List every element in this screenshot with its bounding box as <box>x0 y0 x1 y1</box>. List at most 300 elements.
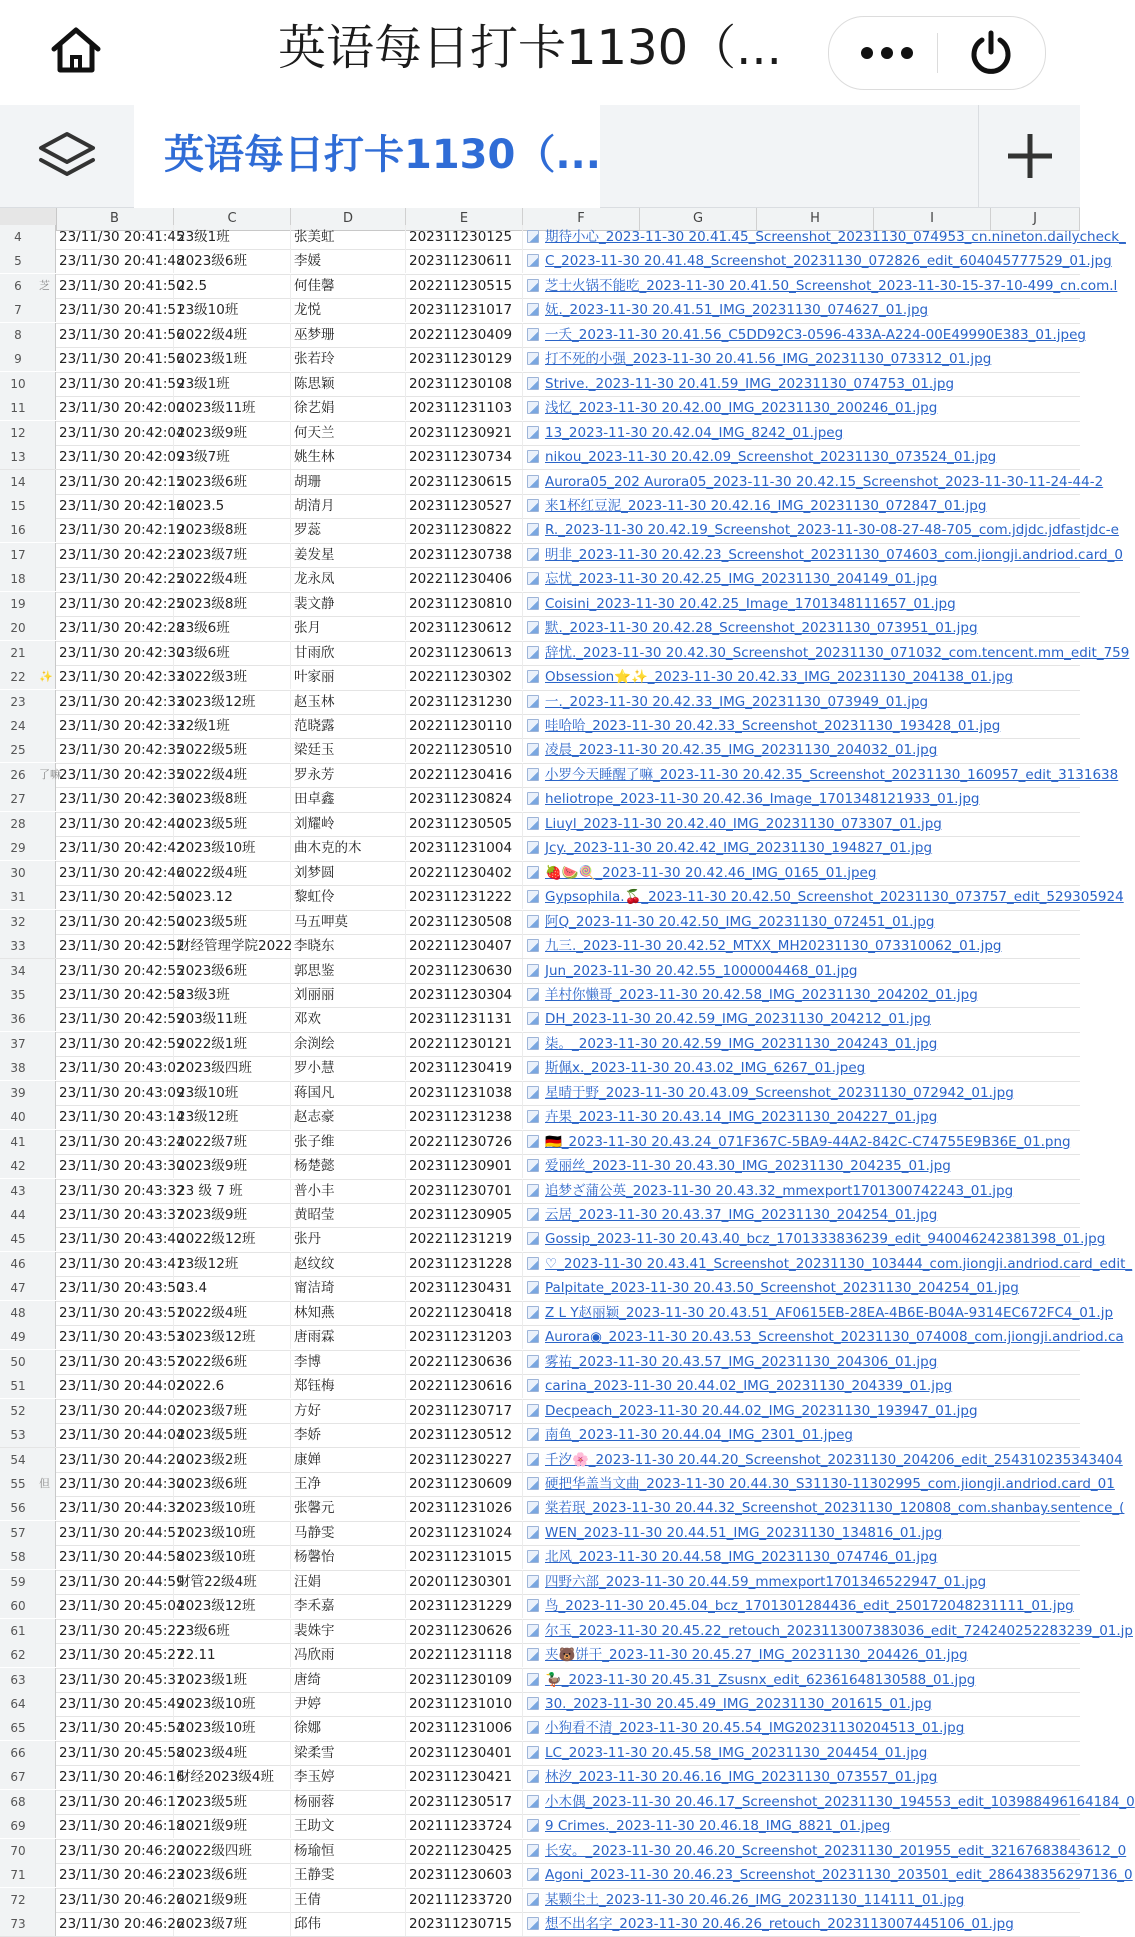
cell-name[interactable]: 李博 <box>291 1350 406 1374</box>
cell-name[interactable]: 尹婷 <box>291 1692 406 1716</box>
cell-student-id[interactable]: 202211231118 <box>406 1643 523 1667</box>
cell-class[interactable]: 2023级4班 <box>174 1741 291 1765</box>
cell-timestamp[interactable]: 23/11/30 20:42:33 <box>56 690 174 714</box>
cell-timestamp[interactable]: 23/11/30 20:43:41 <box>56 1252 174 1276</box>
attachment-link[interactable]: 尔玉_2023-11-30 20.45.22_retouch_2023113007383036_edit_724240252283239_01.jp <box>545 1622 1133 1639</box>
attachment-link[interactable]: Aurora05_202 Aurora05_2023-11-30 20.42.15_Screenshot_2023-11-30-11-24-44-2 <box>545 473 1104 490</box>
cell-class[interactable]: 2023级5班 <box>174 1423 291 1447</box>
cell-attachment[interactable] <box>523 1276 1080 1300</box>
attachment-link[interactable]: 小罗今天睡醒了嘛_2023-11-30 20.42.35_Screenshot_20231130_160957_edit_3131638 <box>545 766 1119 783</box>
cell-attachment[interactable] <box>523 1227 1106 1251</box>
cell-name[interactable]: 张月 <box>291 616 406 640</box>
cell-class[interactable]: 2022.6 <box>174 1374 291 1398</box>
attachment-link[interactable]: 芝士火锅不能吃_2023-11-30 20.41.50_Screenshot_2023-11-30-15-37-10-499_cn.com.l <box>545 277 1118 294</box>
attachment-link[interactable]: Palpitate_2023-11-30 20.43.50_Screenshot_20231130_204254_01.jpg <box>545 1280 1019 1297</box>
cell-name[interactable]: 王净 <box>291 1472 406 1496</box>
row-number[interactable]: 22 <box>0 665 36 689</box>
cell-name[interactable]: 龙永凤 <box>291 567 406 591</box>
cell-name[interactable]: 何天兰 <box>291 421 406 445</box>
attachment-link[interactable]: 长安。_2023-11-30 20.46.20_Screenshot_20231130_201955_edit_32167683843612_0 <box>545 1842 1127 1859</box>
cell-class[interactable]: 2023级1班 <box>174 347 291 371</box>
cell-class[interactable]: 23.4 <box>174 1276 291 1300</box>
cell-name[interactable]: 龙悦 <box>291 298 406 322</box>
cell-class[interactable]: 23级1班 <box>174 372 291 396</box>
cell-name[interactable]: 汪娟 <box>291 1570 406 1594</box>
cell-attachment[interactable] <box>523 445 1080 469</box>
cell-name[interactable]: 裴文静 <box>291 592 406 616</box>
cell-attachment[interactable] <box>523 861 1080 885</box>
cell-student-id[interactable]: 202311231010 <box>406 1692 523 1716</box>
cell-class[interactable]: 2023级9班 <box>174 421 291 445</box>
cell-class[interactable]: 2023级四班 <box>174 1056 291 1080</box>
row-number[interactable]: 53 <box>0 1423 36 1447</box>
cell-class[interactable]: 2023级6班 <box>174 959 291 983</box>
cell-student-id[interactable]: 202311230505 <box>406 812 523 836</box>
cell-timestamp[interactable]: 23/11/30 20:43:14 <box>56 1105 174 1129</box>
attachment-link[interactable]: DH_2023-11-30 20.42.59_IMG_20231130_204212_01.jpg <box>545 1011 931 1028</box>
row-number[interactable]: 25 <box>0 738 36 762</box>
cell-name[interactable]: 张若玲 <box>291 347 406 371</box>
cell-class[interactable]: 2022级4班 <box>174 323 291 347</box>
cell-timestamp[interactable]: 23/11/30 20:45:31 <box>56 1668 174 1692</box>
attachment-link[interactable]: 9 Crimes._2023-11-30 20.46.18_IMG_8821_01.jpeg <box>545 1818 891 1835</box>
cell-name[interactable]: 梁柔雪 <box>291 1741 406 1765</box>
cell-class[interactable]: 2023级5班 <box>174 1790 291 1814</box>
cell-attachment[interactable] <box>523 1619 1133 1643</box>
column-header-i[interactable]: I <box>874 208 991 230</box>
cell-timestamp[interactable]: 23/11/30 20:45:04 <box>56 1594 174 1618</box>
cell-student-id[interactable]: 202311230512 <box>406 1423 523 1447</box>
cell-class[interactable]: 23级12班 <box>174 1105 291 1129</box>
row-number[interactable]: 51 <box>0 1374 36 1398</box>
cell-class[interactable]: 23级12班 <box>174 1252 291 1276</box>
column-header-h[interactable]: H <box>757 208 874 230</box>
layers-button[interactable] <box>0 105 135 207</box>
row-number[interactable]: 60 <box>0 1594 36 1618</box>
cell-class[interactable]: 财经管理学院2022 <box>174 934 291 958</box>
attachment-link[interactable]: Coisini_2023-11-30 20.42.25_Image_1701348111657_01.jpg <box>545 595 956 612</box>
cell-student-id[interactable]: 202211230406 <box>406 567 523 591</box>
attachment-link[interactable]: 某颗尘土_2023-11-30 20.46.26_IMG_20231130_114111_01.jpg <box>545 1891 965 1908</box>
cell-timestamp[interactable]: 23/11/30 20:42:33 <box>56 665 174 689</box>
cell-name[interactable]: 刘梦圆 <box>291 861 406 885</box>
cell-student-id[interactable]: 202311230822 <box>406 518 523 542</box>
cell-class[interactable]: 2023级2班 <box>174 1448 291 1472</box>
column-header-e[interactable]: E <box>406 208 523 230</box>
cell-student-id[interactable]: 202311230611 <box>406 249 523 273</box>
cell-student-id[interactable]: 202311230304 <box>406 983 523 1007</box>
cell-attachment[interactable] <box>523 1765 1080 1789</box>
attachment-link[interactable]: 柒。_2023-11-30 20.42.59_IMG_20231130_204243_01.jpg <box>545 1035 938 1052</box>
cell-name[interactable]: 冯欣雨 <box>291 1643 406 1667</box>
attachment-link[interactable]: 明非_2023-11-30 20.42.23_Screenshot_20231130_074603_com.jiongji.andriod.card_0 <box>545 546 1123 563</box>
cell-class[interactable]: 2021级9班 <box>174 1814 291 1838</box>
cell-timestamp[interactable]: 23/11/30 20:43:51 <box>56 1301 174 1325</box>
cell-class[interactable]: 2023级12班 <box>174 1325 291 1349</box>
cell-name[interactable]: 赵玉林 <box>291 690 406 714</box>
cell-student-id[interactable]: 202311231026 <box>406 1496 523 1520</box>
cell-class[interactable]: 2023级12班 <box>174 690 291 714</box>
attachment-link[interactable]: carina_2023-11-30 20.44.02_IMG_20231130_204339_01.jpg <box>545 1378 953 1395</box>
cell-timestamp[interactable]: 23/11/30 20:43:02 <box>56 1056 174 1080</box>
cell-attachment[interactable] <box>523 470 1104 494</box>
cell-timestamp[interactable]: 23/11/30 20:42:25 <box>56 567 174 591</box>
row-number[interactable]: 23 <box>0 690 36 714</box>
cell-student-id[interactable]: 202311231103 <box>406 396 523 420</box>
attachment-link[interactable]: 四野六部_2023-11-30 20.44.59_mmexport1701346522947_01.jpg <box>545 1573 987 1590</box>
column-header-g[interactable]: G <box>640 208 757 230</box>
cell-attachment[interactable] <box>523 1472 1115 1496</box>
cell-class[interactable]: 2023级9班 <box>174 1154 291 1178</box>
row-number[interactable]: 10 <box>0 372 36 396</box>
cell-class[interactable]: 2023.12 <box>174 885 291 909</box>
row-number[interactable]: 40 <box>0 1105 36 1129</box>
cell-class[interactable]: 23级7班 <box>174 445 291 469</box>
attachment-link[interactable]: C_2023-11-30 20.41.48_Screenshot_20231130_072826_edit_604045777529_01.jpg <box>545 253 1112 270</box>
cell-timestamp[interactable]: 23/11/30 20:42:59 <box>56 1007 174 1031</box>
row-number[interactable]: 37 <box>0 1032 36 1056</box>
cell-timestamp[interactable]: 23/11/30 20:42:30 <box>56 641 174 665</box>
cell-timestamp[interactable]: 23/11/30 20:46:26 <box>56 1912 174 1936</box>
cell-name[interactable]: 刘丽丽 <box>291 983 406 1007</box>
cell-timestamp[interactable]: 23/11/30 20:42:58 <box>56 983 174 1007</box>
cell-timestamp[interactable]: 23/11/30 20:41:59 <box>56 372 174 396</box>
cell-student-id[interactable]: 202311231238 <box>406 1105 523 1129</box>
row-number[interactable]: 62 <box>0 1643 36 1667</box>
row-number[interactable]: 56 <box>0 1496 36 1520</box>
cell-timestamp[interactable]: 23/11/30 20:42:00 <box>56 396 174 420</box>
attachment-link[interactable]: 浅忆_2023-11-30 20.42.00_IMG_20231130_200246_01.jpg <box>545 400 938 417</box>
close-button[interactable] <box>945 17 1037 89</box>
cell-name[interactable]: 田卓鑫 <box>291 787 406 811</box>
cell-attachment[interactable] <box>523 1888 1080 1912</box>
cell-name[interactable]: 罗蕊 <box>291 518 406 542</box>
cell-timestamp[interactable]: 23/11/30 20:42:04 <box>56 421 174 445</box>
row-number[interactable]: 58 <box>0 1545 36 1569</box>
cell-name[interactable]: 罗永芳 <box>291 763 406 787</box>
row-number[interactable]: 67 <box>0 1765 36 1789</box>
cell-attachment[interactable] <box>523 1081 1080 1105</box>
cell-attachment[interactable] <box>523 372 1080 396</box>
cell-class[interactable]: 2023级10班 <box>174 1545 291 1569</box>
row-number[interactable]: 27 <box>0 787 36 811</box>
cell-student-id[interactable]: 202311230738 <box>406 543 523 567</box>
cell-name[interactable]: 甘雨欣 <box>291 641 406 665</box>
cell-attachment[interactable] <box>523 641 1130 665</box>
row-number[interactable]: 28 <box>0 812 36 836</box>
cell-name[interactable]: 范晓露 <box>291 714 406 738</box>
attachment-link[interactable]: heliotrope_2023-11-30 20.42.36_Image_1701348121933_01.jpg <box>545 791 980 808</box>
row-number[interactable]: 66 <box>0 1741 36 1765</box>
cell-class[interactable]: 2022级3班 <box>174 665 291 689</box>
cell-student-id[interactable]: 202311230603 <box>406 1863 523 1887</box>
cell-student-id[interactable]: 202311230734 <box>406 445 523 469</box>
row-number[interactable]: 31 <box>0 885 36 909</box>
more-button[interactable] <box>841 17 933 89</box>
cell-attachment[interactable] <box>523 1154 1080 1178</box>
cell-timestamp[interactable]: 23/11/30 20:42:36 <box>56 787 174 811</box>
cell-name[interactable]: 张子维 <box>291 1130 406 1154</box>
cell-attachment[interactable] <box>523 274 1118 298</box>
cell-timestamp[interactable]: 23/11/30 20:44:02 <box>56 1399 174 1423</box>
cell-class[interactable]: 2022级4班 <box>174 861 291 885</box>
cell-attachment[interactable] <box>523 1496 1125 1520</box>
row-number[interactable]: 21 <box>0 641 36 665</box>
attachment-link[interactable]: 期待小心_2023-11-30 20.41.45_Screenshot_20231130_074953_cn.nineton.dailycheck_ <box>545 229 1126 245</box>
cell-attachment[interactable] <box>523 1105 1080 1129</box>
cell-student-id[interactable]: 202311230615 <box>406 470 523 494</box>
row-number[interactable]: 29 <box>0 836 36 860</box>
attachment-link[interactable]: Jcy._2023-11-30 20.42.42_IMG_20231130_194827_01.jpg <box>545 840 933 857</box>
cell-timestamp[interactable]: 23/11/30 20:42:55 <box>56 959 174 983</box>
attachment-link[interactable]: 羊村你懒哥_2023-11-30 20.42.58_IMG_20231130_204202_01.jpg <box>545 986 978 1003</box>
cell-name[interactable]: 胡清月 <box>291 494 406 518</box>
cell-timestamp[interactable]: 23/11/30 20:44:32 <box>56 1496 174 1520</box>
cell-student-id[interactable]: 202211230510 <box>406 738 523 762</box>
cell-timestamp[interactable]: 23/11/30 20:42:52 <box>56 934 174 958</box>
cell-student-id[interactable]: 202311231230 <box>406 690 523 714</box>
cell-timestamp[interactable]: 23/11/30 20:41:45 <box>56 225 174 249</box>
attachment-link[interactable]: 阿Q_2023-11-30 20.42.50_IMG_20231130_072451_01.jpg <box>545 913 935 930</box>
attachment-link[interactable]: 林汐_2023-11-30 20.46.16_IMG_20231130_073557_01.jpg <box>545 1769 938 1786</box>
attachment-link[interactable]: Gossip_2023-11-30 20.43.40_bcz_1701333836239_edit_940046242381398_01.jpg <box>545 1231 1106 1248</box>
cell-attachment[interactable] <box>523 1032 1080 1056</box>
cell-name[interactable]: 蒋国凡 <box>291 1081 406 1105</box>
cell-name[interactable]: 马五呷莫 <box>291 910 406 934</box>
cell-student-id[interactable]: 202311230701 <box>406 1179 523 1203</box>
row-number[interactable]: 43 <box>0 1179 36 1203</box>
row-number[interactable]: 65 <box>0 1716 36 1740</box>
cell-timestamp[interactable]: 23/11/30 20:43:40 <box>56 1227 174 1251</box>
cell-name[interactable]: 普小丰 <box>291 1179 406 1203</box>
cell-student-id[interactable]: 202311231222 <box>406 885 523 909</box>
cell-class[interactable]: 2021级9班 <box>174 1888 291 1912</box>
cell-timestamp[interactable]: 23/11/30 20:45:22 <box>56 1619 174 1643</box>
cell-attachment[interactable] <box>523 1570 1080 1594</box>
row-number[interactable]: 15 <box>0 494 36 518</box>
attachment-link[interactable]: 追梦ざ蒲公英_2023-11-30 20.43.32_mmexport1701300742243_01.jpg <box>545 1182 1014 1199</box>
cell-timestamp[interactable]: 23/11/30 20:46:23 <box>56 1863 174 1887</box>
attachment-link[interactable]: 辞忧._2023-11-30 20.42.30_Screenshot_20231130_071032_com.tencent.mm_edit_759 <box>545 644 1130 661</box>
cell-attachment[interactable] <box>523 1448 1123 1472</box>
cell-student-id[interactable]: 202211230121 <box>406 1032 523 1056</box>
cell-student-id[interactable]: 202311230109 <box>406 1668 523 1692</box>
cell-timestamp[interactable]: 23/11/30 20:41:56 <box>56 347 174 371</box>
cell-attachment[interactable] <box>523 592 1080 616</box>
cell-name[interactable]: 巫梦珊 <box>291 323 406 347</box>
attachment-link[interactable]: LC_2023-11-30 20.45.58_IMG_20231130_204454_01.jpg <box>545 1744 928 1761</box>
row-number[interactable]: 44 <box>0 1203 36 1227</box>
cell-class[interactable]: 23级10班 <box>174 298 291 322</box>
row-number[interactable]: 19 <box>0 592 36 616</box>
cell-attachment[interactable] <box>523 1325 1124 1349</box>
cell-class[interactable]: 2023级6班 <box>174 249 291 273</box>
attachment-link[interactable]: 棠若珉_2023-11-30 20.44.32_Screenshot_20231130_120808_com.shanbay.sentence_( <box>545 1500 1125 1517</box>
cell-student-id[interactable]: 202311230108 <box>406 372 523 396</box>
cell-timestamp[interactable]: 23/11/30 20:44:30 <box>56 1472 174 1496</box>
row-number[interactable]: 52 <box>0 1399 36 1423</box>
row-number[interactable]: 12 <box>0 421 36 445</box>
cell-attachment[interactable] <box>523 1007 1080 1031</box>
cell-name[interactable]: 张馨元 <box>291 1496 406 1520</box>
cell-name[interactable]: 甯洁琦 <box>291 1276 406 1300</box>
cell-timestamp[interactable]: 23/11/30 20:46:26 <box>56 1888 174 1912</box>
row-number[interactable]: 59 <box>0 1570 36 1594</box>
row-number[interactable]: 69 <box>0 1814 36 1838</box>
cell-attachment[interactable] <box>523 1668 1080 1692</box>
row-number[interactable]: 42 <box>0 1154 36 1178</box>
cell-name[interactable]: 李媛 <box>291 249 406 273</box>
cell-timestamp[interactable]: 23/11/30 20:46:20 <box>56 1839 174 1863</box>
attachment-link[interactable]: 一._2023-11-30 20.42.33_IMG_20231130_073949_01.jpg <box>545 693 929 710</box>
cell-class[interactable]: 23级3班 <box>174 983 291 1007</box>
cell-class[interactable]: 2023级5班 <box>174 812 291 836</box>
attachment-link[interactable]: WEN_2023-11-30 20.44.51_IMG_20231130_134816_01.jpg <box>545 1524 943 1541</box>
cell-student-id[interactable]: 202311230508 <box>406 910 523 934</box>
cell-timestamp[interactable]: 23/11/30 20:44:51 <box>56 1521 174 1545</box>
cell-attachment[interactable] <box>523 543 1123 567</box>
cell-attachment[interactable] <box>523 347 1080 371</box>
attachment-link[interactable]: 星晴于野_2023-11-30 20.43.09_Screenshot_20231130_072942_01.jpg <box>545 1084 1014 1101</box>
cell-student-id[interactable]: 202311230431 <box>406 1276 523 1300</box>
cell-attachment[interactable] <box>523 1374 1080 1398</box>
cell-name[interactable]: 裴姝宇 <box>291 1619 406 1643</box>
cell-timestamp[interactable]: 23/11/30 20:44:20 <box>56 1448 174 1472</box>
cell-name[interactable]: 康婵 <box>291 1448 406 1472</box>
row-number[interactable]: 47 <box>0 1276 36 1300</box>
cell-timestamp[interactable]: 23/11/30 20:42:25 <box>56 592 174 616</box>
cell-timestamp[interactable]: 23/11/30 20:45:54 <box>56 1716 174 1740</box>
cell-student-id[interactable]: 202211230416 <box>406 763 523 787</box>
cell-timestamp[interactable]: 23/11/30 20:42:50 <box>56 885 174 909</box>
row-number[interactable]: 54 <box>0 1448 36 1472</box>
cell-timestamp[interactable]: 23/11/30 20:42:33 <box>56 714 174 738</box>
cell-student-id[interactable]: 202311230517 <box>406 1790 523 1814</box>
cell-student-id[interactable]: 202211230726 <box>406 1130 523 1154</box>
cell-student-id[interactable]: 202311231015 <box>406 1545 523 1569</box>
cell-attachment[interactable] <box>523 812 1080 836</box>
cell-attachment[interactable] <box>523 665 1080 689</box>
cell-attachment[interactable] <box>523 1863 1133 1887</box>
cell-attachment[interactable] <box>523 1301 1114 1325</box>
cell-name[interactable]: 张丹 <box>291 1227 406 1251</box>
row-number[interactable]: 45 <box>0 1227 36 1251</box>
attachment-link[interactable]: 🇩🇪_2023-11-30 20.43.24_071F367C-5BA9-44A2-842C-C74755E9B36E_01.png <box>545 1133 1071 1150</box>
row-number[interactable]: 34 <box>0 959 36 983</box>
column-header-b[interactable]: B <box>56 208 174 230</box>
cell-timestamp[interactable]: 23/11/30 20:41:51 <box>56 298 174 322</box>
cell-class[interactable]: 2023级7班 <box>174 543 291 567</box>
row-number[interactable]: 50 <box>0 1350 36 1374</box>
cell-name[interactable]: 姚生林 <box>291 445 406 469</box>
cell-class[interactable]: 2022级4班 <box>174 763 291 787</box>
row-number[interactable]: 9 <box>0 347 36 371</box>
cell-attachment[interactable] <box>523 421 1080 445</box>
row-number[interactable]: 6 <box>0 274 36 298</box>
cell-name[interactable]: 邱伟 <box>291 1912 406 1936</box>
cell-class[interactable]: 2023级6班 <box>174 470 291 494</box>
cell-student-id[interactable]: 202111233720 <box>406 1888 523 1912</box>
row-number[interactable]: 64 <box>0 1692 36 1716</box>
cell-class[interactable]: 2023级1班 <box>174 1668 291 1692</box>
cell-class[interactable]: 22级1班 <box>174 714 291 738</box>
cell-name[interactable]: 王静雯 <box>291 1863 406 1887</box>
cell-name[interactable]: 何佳馨 <box>291 274 406 298</box>
cell-name[interactable]: 梁廷玉 <box>291 738 406 762</box>
cell-student-id[interactable]: 202111233724 <box>406 1814 523 1838</box>
row-number[interactable]: 68 <box>0 1790 36 1814</box>
cell-attachment[interactable] <box>523 494 1080 518</box>
attachment-link[interactable]: 默._2023-11-30 20.42.28_Screenshot_20231130_073951_01.jpg <box>545 620 978 637</box>
cell-name[interactable]: 姜发星 <box>291 543 406 567</box>
row-number[interactable]: 35 <box>0 983 36 1007</box>
cell-name[interactable]: 唐雨霖 <box>291 1325 406 1349</box>
cell-student-id[interactable]: 202211230407 <box>406 934 523 958</box>
attachment-link[interactable]: 🦆_2023-11-30 20.45.31_Zsusnx_edit_62361648130588_01.jpg <box>545 1671 976 1688</box>
row-number[interactable]: 70 <box>0 1839 36 1863</box>
cell-name[interactable]: 方好 <box>291 1399 406 1423</box>
cell-class[interactable]: 2023级10班 <box>174 1496 291 1520</box>
cell-class[interactable]: 2022级5班 <box>174 738 291 762</box>
row-number[interactable]: 17 <box>0 543 36 567</box>
row-number[interactable]: 41 <box>0 1130 36 1154</box>
cell-student-id[interactable]: 202311230609 <box>406 1472 523 1496</box>
cell-timestamp[interactable]: 23/11/30 20:44:59 <box>56 1570 174 1594</box>
cell-timestamp[interactable]: 23/11/30 20:42:28 <box>56 616 174 640</box>
row-number[interactable]: 49 <box>0 1325 36 1349</box>
cell-class[interactable]: 2023级12班 <box>174 1594 291 1618</box>
cell-student-id[interactable]: 202311230921 <box>406 421 523 445</box>
attachment-link[interactable]: 小木偶_2023-11-30 20.46.17_Screenshot_20231130_194553_edit_103988496164184_0 <box>545 1793 1135 1810</box>
attachment-link[interactable]: 🍓🍉🍭_2023-11-30 20.42.46_IMG_0165_01.jpeg <box>545 864 877 881</box>
row-number[interactable]: 14 <box>0 470 36 494</box>
cell-attachment[interactable] <box>523 518 1119 542</box>
cell-timestamp[interactable]: 23/11/30 20:41:50 <box>56 274 174 298</box>
cell-name[interactable]: 张美虹 <box>291 225 406 249</box>
cell-student-id[interactable]: 202311230905 <box>406 1203 523 1227</box>
cell-student-id[interactable]: 202311230129 <box>406 347 523 371</box>
cell-class[interactable]: 23 级 7 班 <box>174 1179 291 1203</box>
cell-attachment[interactable] <box>523 1056 1080 1080</box>
cell-attachment[interactable] <box>523 616 1080 640</box>
cell-attachment[interactable] <box>523 1692 1080 1716</box>
cell-student-id[interactable]: 202311231228 <box>406 1252 523 1276</box>
cell-attachment[interactable] <box>523 738 1080 762</box>
attachment-link[interactable]: 雾祐_2023-11-30 20.43.57_IMG_20231130_204306_01.jpg <box>545 1353 938 1370</box>
cell-attachment[interactable] <box>523 1521 1080 1545</box>
cell-class[interactable]: 2023级10班 <box>174 836 291 860</box>
cell-student-id[interactable]: 202311230125 <box>406 225 523 249</box>
cell-student-id[interactable]: 202311231203 <box>406 1325 523 1349</box>
cell-attachment[interactable] <box>523 934 1080 958</box>
cell-timestamp[interactable]: 23/11/30 20:43:50 <box>56 1276 174 1300</box>
cell-timestamp[interactable]: 23/11/30 20:42:09 <box>56 445 174 469</box>
attachment-link[interactable]: Jun_2023-11-30 20.42.55_1000004468_01.jpg <box>545 962 858 979</box>
column-header-d[interactable]: D <box>291 208 406 230</box>
cell-timestamp[interactable]: 23/11/30 20:42:15 <box>56 470 174 494</box>
attachment-link[interactable]: 13_2023-11-30 20.42.04_IMG_8242_01.jpeg <box>545 424 844 441</box>
attachment-link[interactable]: 硬把华盖当文曲_2023-11-30 20.44.30_S31130-11302995_com.jiongji.andriod.card_01 <box>545 1475 1115 1492</box>
cell-attachment[interactable] <box>523 225 1126 249</box>
cell-timestamp[interactable]: 23/11/30 20:42:16 <box>56 494 174 518</box>
cell-class[interactable]: 23级6班 <box>174 1619 291 1643</box>
cell-student-id[interactable]: 202211230409 <box>406 323 523 347</box>
attachment-link[interactable]: 30._2023-11-30 20.45.49_IMG_20231130_201615_01.jpg <box>545 1696 932 1712</box>
cell-timestamp[interactable]: 23/11/30 20:44:58 <box>56 1545 174 1569</box>
cell-class[interactable]: 2023级9班 <box>174 1203 291 1227</box>
cell-timestamp[interactable]: 23/11/30 20:45:49 <box>56 1692 174 1716</box>
row-number[interactable]: 48 <box>0 1301 36 1325</box>
